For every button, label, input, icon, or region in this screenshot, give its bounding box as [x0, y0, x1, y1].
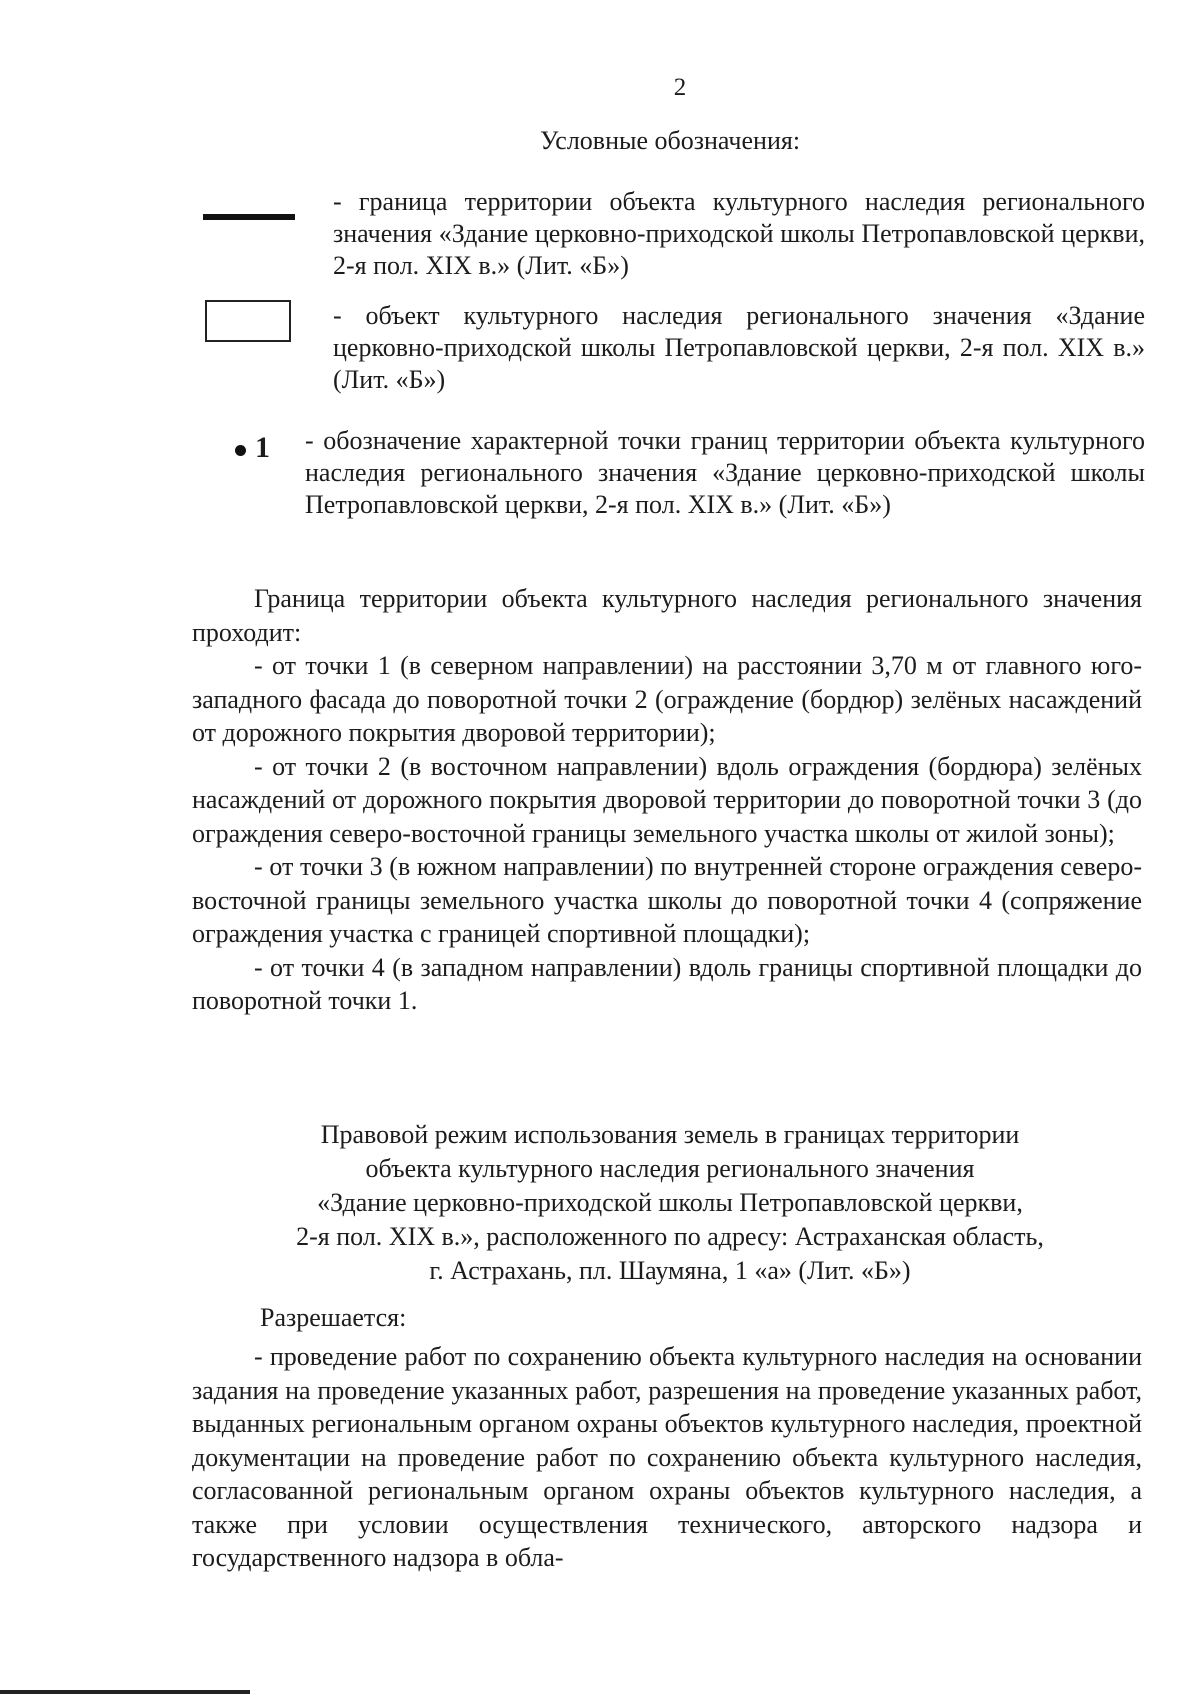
- line-icon: [203, 214, 295, 220]
- regime-heading-line: 2-я пол. XIX в.», расположенного по адресу: Астраханская область,: [296, 1222, 1044, 1251]
- page-edge-rule: [0, 1690, 250, 1694]
- legend-item-object-rect: [215, 300, 1145, 400]
- point-label: 1: [255, 431, 270, 464]
- allowed-text: - проведение работ по сохранению объекта культурного наследия на основании задания на проведение указанных работ, разрешения на проведение указанных работ, выданных региональным органом охраны объектов культурного наследия, проектной документации на проведение работ по сохранению объекта культурного наследия, согласованной региональным органом охраны объектов культурного наследия, а также при условии осуществления технического, авторского надзора и государственного надзора в обла-: [192, 1342, 1142, 1572]
- legend-text: - объект культурного наследия регионального значения «Здание церковно-приходской школы Петропавловской церкви, 2-я пол. XIX в.» (Лит. «Б»): [333, 301, 1145, 394]
- regime-heading-line: Правовой режим использования земель в границах территории: [320, 1120, 1020, 1149]
- regime-heading-line: объекта культурного наследия регионального значения: [365, 1154, 975, 1183]
- boundary-item: - от точки 1 (в северном направлении) на расстоянии 3,70 м от главного юго-западного фасада до поворотной точки 2 (ограждение (бордюр) зелёных насаждений от дорожного покрытия дворовой территории);: [192, 651, 1142, 747]
- boundary-intro: Граница территории объекта культурного наследия регионального значения проходит:: [192, 584, 1142, 647]
- legend-text: - граница территории объекта культурного наследия регионального значения «Здание церковно-приходской школы Петропавловской церкви, 2-я пол. XIX в.» (Лит. «Б»): [333, 187, 1145, 280]
- boundary-description: [192, 582, 1142, 1018]
- allowed-section: [192, 1340, 1142, 1575]
- page-number: 2: [673, 74, 687, 101]
- legend-text: - обозначение характерной точки границ территории объекта культурного наследия регионального значения «Здание церковно-приходской школы Петропавловской церкви, 2-я пол. XIX в.» (Лит. «Б»): [305, 426, 1145, 519]
- rectangle-icon: [205, 300, 291, 342]
- legend-item-point: [215, 425, 1145, 565]
- boundary-item: - от точки 3 (в южном направлении) по внутренней стороне ограждения северо-восточной границы земельного участка школы до поворотной точки 4 (сопряжение ограждения участка с границей спортивной площадки);: [192, 852, 1142, 948]
- regime-heading: [230, 1118, 1110, 1288]
- boundary-item: - от точки 2 (в восточном направлении) вдоль ограждения (бордюра) зелёных насаждений от дорожного покрытия дворовой территории до поворотной точки 3 (до ограждения северо-восточной границы земельного участка школы от жилой зоны);: [192, 751, 1142, 848]
- regime-heading-line: г. Астрахань, пл. Шаумяна, 1 «а» (Лит. «Б»): [429, 1256, 911, 1285]
- legend-item-boundary-line: [215, 186, 1145, 286]
- point-icon: [235, 445, 246, 456]
- legend-title: Условные обозначения:: [540, 126, 801, 155]
- allowed-title: Разрешается:: [260, 1303, 407, 1332]
- regime-heading-line: «Здание церковно-приходской школы Петропавловской церкви,: [317, 1188, 1023, 1217]
- boundary-item: - от точки 4 (в западном направлении) вдоль границы спортивной площадки до поворотной точки 1.: [192, 952, 1142, 1015]
- point-symbol: [235, 433, 285, 473]
